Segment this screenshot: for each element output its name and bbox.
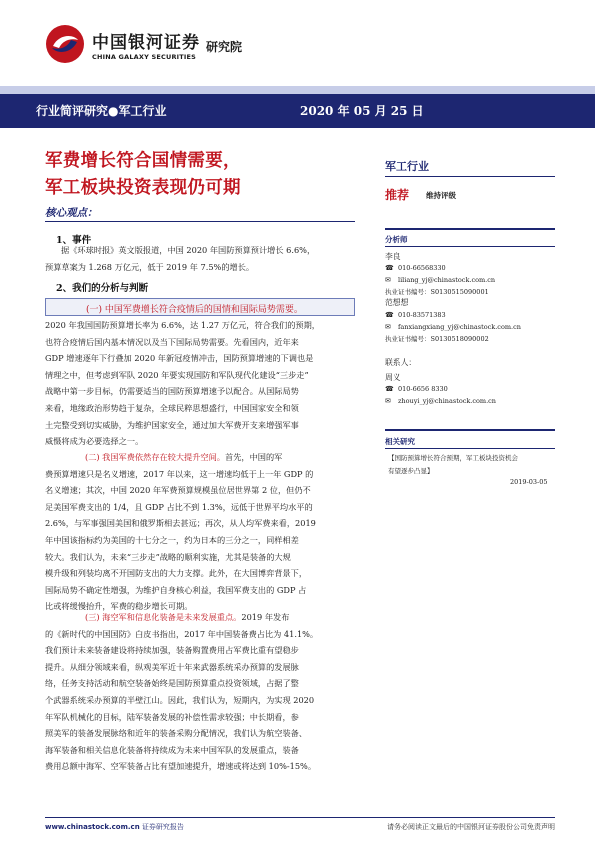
- subsection-2-line: 年中国该指标约为美国的十七分之一，约为日本的三分之一，同样相差: [45, 534, 299, 545]
- analyst-phone: 010-83571383: [398, 311, 446, 319]
- subsection-1-title: (一) 中国军费增长符合疫情后的国情和国际局势需要。: [86, 305, 303, 315]
- brand-institute: 研究院: [206, 40, 243, 54]
- subsection-1-line: 来看，地缘政治形势趋于复杂，全球民粹思想盛行，中国国家安全和领: [45, 402, 299, 413]
- sidebar-divider: [385, 448, 555, 449]
- contact-name: 周义: [385, 373, 401, 382]
- subsection-2-line: 模升级和列装均离不开国防支出的大力支撑。此外，在大国博弈背景下，: [45, 568, 308, 579]
- core-views-label: 核心观点：: [45, 207, 98, 219]
- china-galaxy-logo: [45, 24, 85, 64]
- analyst-label: 分析师: [385, 235, 408, 244]
- subsection-2-line: 比或将缓慢抬升，军费的稳步增长可期。: [45, 601, 193, 612]
- report-title-line-2: 军工板块投资表现仍可期: [45, 178, 241, 198]
- email-icon: ✉: [385, 276, 391, 284]
- subsection-2-line: 名义增速；其次，中国 2020 年军费预算规模虽位居世界第 2 位，但仍不: [45, 485, 311, 496]
- related-research-label: 相关研究: [385, 437, 415, 446]
- contact-email[interactable]: zhouyi_yj@chinastock.com.cn: [398, 397, 496, 405]
- subsection-3-line: 费用总额中海军、空军装备占比有望加速提升，增速或将达到 10%-15%。: [45, 761, 317, 772]
- contact-label: 联系人：: [385, 358, 417, 367]
- subsection-2-title-line: [45, 449, 355, 466]
- section-2-heading: 2、我们的分析与判断: [56, 283, 149, 294]
- subsection-1-line: 也符合疫情后国内基本情况以及当下国际局势需要。先看国内，近年来: [45, 336, 299, 347]
- analyst-name: 李良: [385, 252, 401, 261]
- subsection-2-line: 费预算增速只是名义增速，2017 年以来，这一增速均低于上一年 GDP 的: [45, 468, 314, 479]
- subsection-1-line: 情理之中，但考虑到军队 2020 年要实现国防和军队现代化建设“三步走”: [45, 369, 309, 380]
- subsection-2-line: 国际局势不确定性增强，为维护自身核心利益，我国军费支出的 GDP 占: [45, 584, 307, 595]
- section-1-body: [45, 242, 355, 275]
- subsection-2-line: 2.6%，与军事强国美国和俄罗斯相去甚远；再次，从人均军费来看，2019: [45, 518, 316, 529]
- footer-site-url[interactable]: www.chinastock.com.cn: [45, 823, 140, 831]
- sidebar-divider: [385, 228, 555, 230]
- section-1-line: 据《环球时报》英文版报道，中国 2020 年国防预算预计增长 6.6%，: [61, 245, 316, 255]
- email-icon: ✉: [385, 397, 391, 405]
- subsection-3-title-rest: 2019 年发布: [241, 612, 290, 622]
- section-1-line: 预算草案为 1.268 万亿元，低于 2019 年 7.5%的增长。: [45, 261, 255, 272]
- brand-name-en: CHINA GALAXY SECURITIES: [92, 53, 197, 61]
- related-research-date: 2019-03-05: [510, 478, 548, 486]
- report-category: 行业简评研究●军工行业: [36, 104, 167, 118]
- subsection-3-line: 络，任务支持活动和航空装备始终是国防预算重点投资领域，占据了整: [45, 678, 299, 689]
- sidebar-industry: 军工行业: [385, 160, 429, 173]
- subsection-1-line: 战略中第一步目标，仍需要适当的国防预算增速予以配合。从国际局势: [45, 386, 299, 397]
- contact-phone: 010-6656 8330: [398, 385, 448, 393]
- header-band: [0, 86, 595, 128]
- phone-icon: ☎: [385, 311, 394, 319]
- rating-note: 维持评级: [426, 191, 456, 200]
- related-research-title-cont[interactable]: 有望逐步凸显】: [388, 467, 434, 475]
- sidebar-divider: [385, 429, 555, 431]
- subsection-3-line: 我们预计未来装备建设将持续加强，装备购置费用占军费比重有望稳步: [45, 645, 299, 656]
- subsection-2-title: (二) 我国军费依然存在较大提升空间。: [85, 452, 225, 462]
- brand-name-cn: 中国银河证券: [92, 33, 200, 53]
- subsection-3-title-line: [45, 609, 355, 626]
- core-divider: [45, 221, 355, 222]
- analyst-phone: 010-66568330: [398, 264, 446, 272]
- rating: 推荐: [385, 188, 410, 202]
- footer-website[interactable]: [45, 822, 184, 832]
- subsection-3-line: 的《新时代的中国国防》白皮书指出，2017 年中国装备费占比为 41.1%。: [45, 628, 319, 639]
- subsection-1-title-box: [45, 298, 355, 316]
- sidebar-divider: [385, 176, 555, 177]
- footer-site-suffix: 证券研究报告: [139, 823, 184, 831]
- subsection-2-line: 足美国军费支出的 1/4，且 GDP 占比不到 1.3%，远低于世界平均水平的: [45, 501, 313, 512]
- subsection-2-line: 较大。我们认为，未来“三步走”战略的顺利实施，尤其是装备的大规: [45, 551, 291, 562]
- report-title-line-1: 军费增长符合国情需要，: [45, 151, 241, 171]
- analyst-name: 范想想: [385, 298, 409, 307]
- subsection-2-body: [45, 449, 355, 615]
- header-band-highlight: [0, 86, 595, 94]
- section-1-heading: 1、事件: [56, 235, 92, 246]
- footer-divider: [45, 817, 555, 818]
- related-research-title[interactable]: 【国防预算增长符合预期，军工板块投资机会: [388, 454, 518, 462]
- analyst-cert: 执业证书编号：S0130518090002: [385, 335, 489, 343]
- subsection-3-title: (三) 海空军和信息化装备是未来发展重点。: [85, 612, 242, 622]
- subsection-3-line: 年军队机械化的目标，陆军装备发展的补偿性需求较强；中长期看，参: [45, 711, 299, 722]
- subsection-2-title-rest: 首先，中国的军: [225, 452, 283, 462]
- subsection-1-line: GDP 增速逐年下行叠加 2020 年新冠疫情冲击，国防预算增速的下调也是: [45, 353, 314, 364]
- phone-icon: ☎: [385, 385, 394, 393]
- report-date: 2020 年 05 月 25 日: [300, 104, 424, 118]
- subsection-3-line: 照美军的装备发展脉络和近年的装备采购分配情况，我们认为航空装备、: [45, 728, 308, 739]
- subsection-3-line: 提升。从细分领域来看，纵观美军近十年来武器系统采办预算的发展脉: [45, 661, 299, 672]
- subsection-1-line: 威慑将成为必要选择之一。: [45, 436, 144, 447]
- sidebar-divider: [385, 246, 555, 247]
- email-icon: ✉: [385, 323, 391, 331]
- analyst-email[interactable]: fanxiangxiang_yj@chinastock.com.cn: [398, 323, 521, 331]
- subsection-1-body: [45, 317, 355, 450]
- subsection-1-line: 土完整受到切实威胁，为维护国家安全，通过加大军费开支来增强军事: [45, 419, 299, 430]
- subsection-1-line: 2020 年我国国防预算增长率为 6.6%，达 1.27 万亿元，符合我们的预期，: [45, 320, 320, 330]
- subsection-3-line: 个武器系统采办预算的半壁江山。因此，我们认为，短期内，为实现 2020: [45, 694, 315, 705]
- subsection-3-body: [45, 609, 355, 775]
- analyst-cert: 执业证书编号：S0130515090001: [385, 288, 489, 296]
- footer-disclaimer: 请务必阅读正文最后的中国银河证券股份公司免责声明: [387, 823, 555, 831]
- analyst-email[interactable]: liliang_yj@chinastock.com.cn: [398, 276, 496, 284]
- phone-icon: ☎: [385, 264, 394, 272]
- subsection-3-line: 海军装备和相关信息化装备将持续成为未来中国军队的发展重点，装备: [45, 744, 299, 755]
